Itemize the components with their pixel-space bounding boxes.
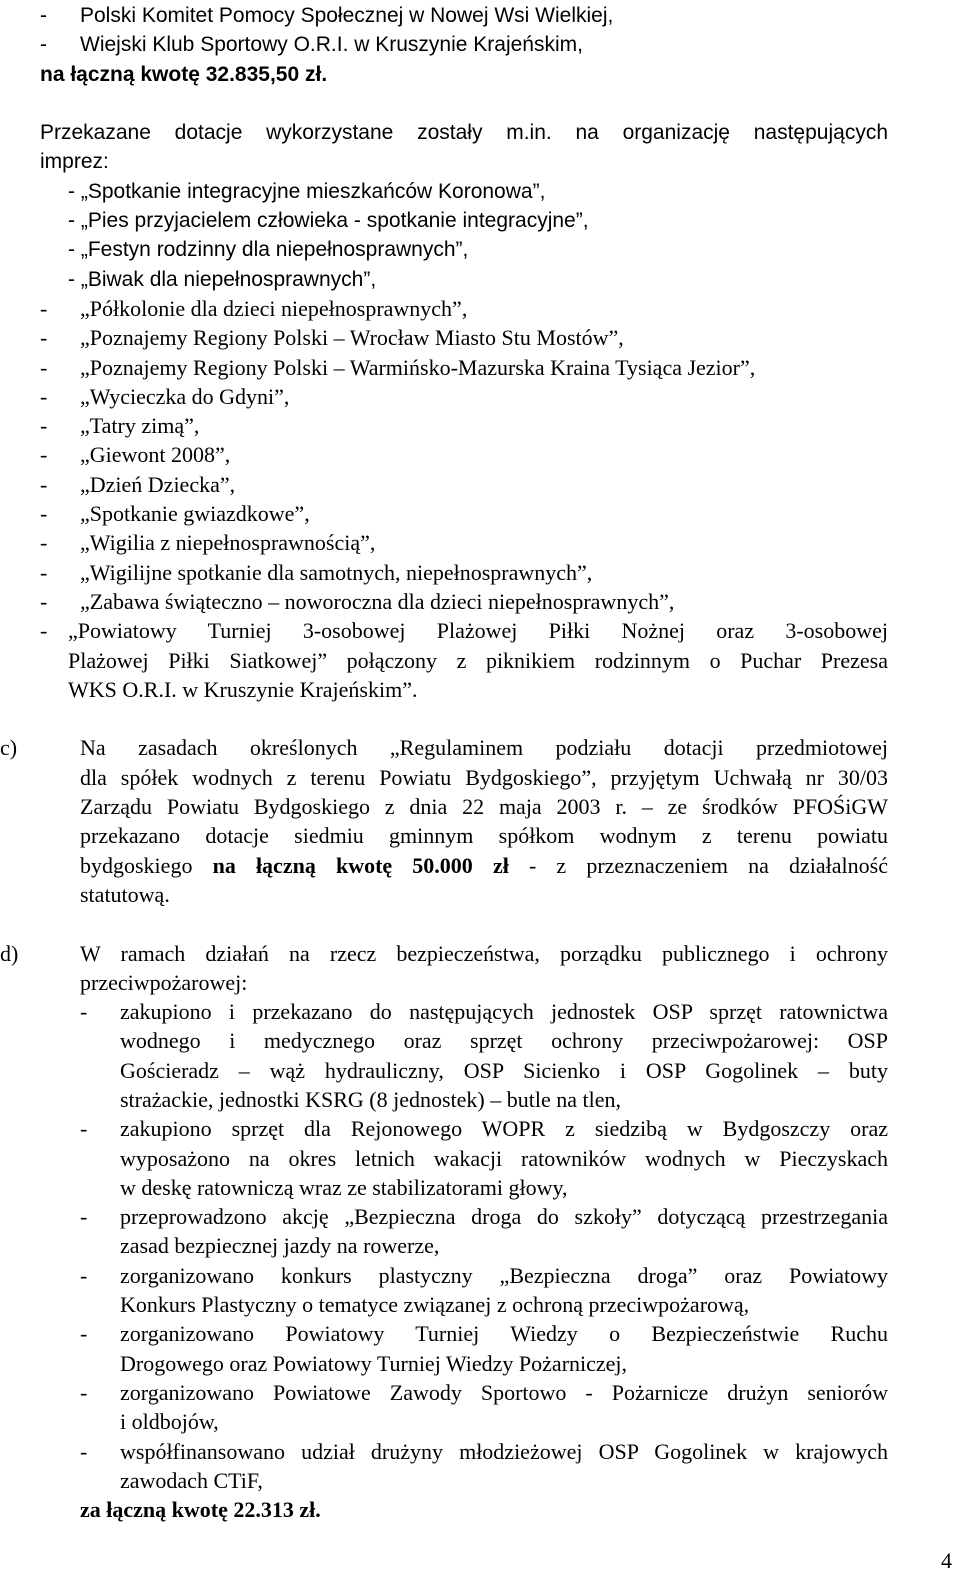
spacer	[40, 909, 888, 938]
section-body: Na zasadach określonych „Regulaminem podziału dotacji przedmiotowej dla spółek wodnych z terenu Powiatu Bydgoskiego”, przyjętym Uchwałą nr 30/03 Zarządu Powiatu Bydgoskiego z dnia 22 maja 2003 r. – ze środków PFOŚiGW przekazano dotacje siedmiu gminnym spółkom wodnym z terenu powiatu bydgoskiego na łączną kwotę 50.000 zł - z przeznaczeniem na działalność statutową.	[80, 735, 888, 907]
section-c	[0, 733, 888, 909]
event-item: - „Biwak dla niepełnosprawnych”,	[68, 267, 377, 291]
paragraph-line: imprez:	[40, 150, 109, 174]
paragraph-line: Przekazane dotacje wykorzystane zostały m.in. na organizację następujących	[40, 121, 888, 145]
list-item: - przeprowadzono akcję „Bezpieczna droga do szkoły” dotyczącą przestrzegania zasad bezpiecznej jazdy na rowerze,	[80, 1204, 888, 1259]
event-item: - „Zabawa świąteczno – noworoczna dla dzieci niepełnosprawnych”,	[40, 588, 675, 614]
event-item: - „Festyn rodzinny dla niepełnosprawnych”,	[68, 238, 469, 262]
event-item: - „Spotkanie gwiazdkowe”,	[40, 501, 310, 527]
event-item: - „Poznajemy Regiony Polski – Warmińsko-Mazurska Kraina Tysiąca Jezior”,	[40, 354, 756, 380]
section-label: c)	[0, 735, 18, 761]
document-page	[0, 1, 888, 1524]
total-amount: za łączną kwotę 22.313 zł.	[80, 1497, 321, 1523]
measure-list	[80, 997, 888, 1495]
list-item: - Wiejski Klub Sportowy O.R.I. w Kruszynie Krajeńskim,	[40, 33, 583, 57]
event-item: - „Tatry zimą”,	[40, 413, 200, 439]
page-number: 4	[941, 1548, 952, 1573]
event-item: - „Wycieczka do Gdyni”,	[40, 383, 290, 409]
event-item: - „Wigilia z niepełnosprawnością”,	[40, 530, 376, 556]
section-label: d)	[0, 940, 19, 966]
total-amount: na łączną kwotę 50.000 zł	[212, 852, 509, 878]
event-item: - „Pies przyjacielem człowieka - spotkanie integracyjne”,	[68, 209, 589, 233]
list-item: - zorganizowano konkurs plastyczny „Bezpieczna droga” oraz Powiatowy Konkurs Plastyczny o tematyce związanej z ochroną przeciwpożarową,	[80, 1262, 888, 1318]
event-item: - „Dzień Dziecka”,	[40, 471, 236, 497]
list-item: - zakupiono i przekazano do następujących jednostek OSP sprzęt ratownictwa wodnego i medycznego oraz sprzęt ochrony przeciwpożarowej: OSP Gościeradz – wąż hydrauliczny, OSP Sicienko i OSP Gogolinek – buty strażackie, jednostki KSRG (8 jednostek) – butle na tlen,	[80, 999, 888, 1112]
section-body: W ramach działań na rzecz bezpieczeństwa, porządku publicznego i ochrony przeciwpożarowej: - zakupiono i przekazano do następujących jednostek OSP sprzęt ratownictwa wodnego i medycznego oraz sprzęt ochrony przeciwpożarowej: OSP Gościeradz – wąż hydrauliczny, OSP Sicienko i OSP Gogolinek – buty strażackie, jednostki KSRG (8 jednostek) – butle na tlen, - zakupiono sprzęt dla Rejonowego WOPR z siedzibą w Bydgoszczy oraz wyposażono na okres letnich wakacji ratowników wodnych w Pieczyskach w deskę ratowniczą wraz ze stabilizatorami głowy, - przeprowadzono akcję „Bezpieczna droga do szkoły” dotyczącą przestrzegania zasad bezpiecznej jazdy na rowerze, - zorganizowano konkurs plastyczny „Bezpieczna droga” oraz Powiatowy Konkurs Plastyczny o tematyce związanej z ochroną przeciwpożarową, - zorganizowano Powiatowy Turniej Wiedzy o Bezpieczeństwie Ruchu Drogowego oraz Powiatowy Turniej Wiedzy Pożarniczej, - zorganizowano Powiatowe Zawody Sportowo - Pożarnicze drużyn seniorów i oldbojów, - współfinansowano udział drużyny młodzieżowej OSP Gogolinek w krajowych zawodach CTiF, za łączną kwotę 22.313 zł.	[80, 939, 888, 1525]
event-item: - „Poznajemy Regiony Polski – Wrocław Miasto Stu Mostów”,	[40, 325, 624, 351]
list-item: - zorganizowano Powiatowe Zawody Sportowo - Pożarnicze drużyn seniorów i oldbojów,	[80, 1379, 888, 1435]
event-item: - „Powiatowy Turniej 3-osobowej Plażowej Piłki Nożnej oraz 3-osobowej Plażowej Piłki Siatkowej” połączony z piknikiem rodzinnym o Puchar Prezesa WKS O.R.I. w Kruszynie Krajeńskim”.	[40, 618, 888, 702]
spacer	[40, 89, 888, 118]
list-item: - zakupiono sprzęt dla Rejonowego WOPR z siedzibą w Bydgoszczy oraz wyposażono na okres letnich wakacji ratowników wodnych w Pieczyskach w deskę ratowniczą wraz ze stabilizatorami głowy,	[80, 1116, 888, 1200]
list-item: - współfinansowano udział drużyny młodzieżowej OSP Gogolinek w krajowych zawodach CTiF,	[80, 1438, 888, 1493]
spacer	[40, 704, 888, 733]
section-d	[0, 939, 888, 1525]
event-item: - „Spotkanie integracyjne mieszkańców Koronowa”,	[68, 179, 546, 203]
event-item: - „Półkolonie dla dzieci niepełnosprawnych”,	[40, 295, 468, 321]
list-item: - Polski Komitet Pomocy Społecznej w Nowej Wsi Wielkiej,	[40, 4, 614, 27]
list-item: - zorganizowano Powiatowy Turniej Wiedzy o Bezpieczeństwie Ruchu Drogowego oraz Powiatowy Turniej Wiedzy Pożarniczej,	[80, 1321, 888, 1376]
event-item: - „Giewont 2008”,	[40, 442, 231, 468]
total-amount: na łączną kwotę 32.835,50 zł.	[40, 62, 328, 86]
event-item: - „Wigilijne spotkanie dla samotnych, niepełnosprawnych”,	[40, 559, 593, 585]
